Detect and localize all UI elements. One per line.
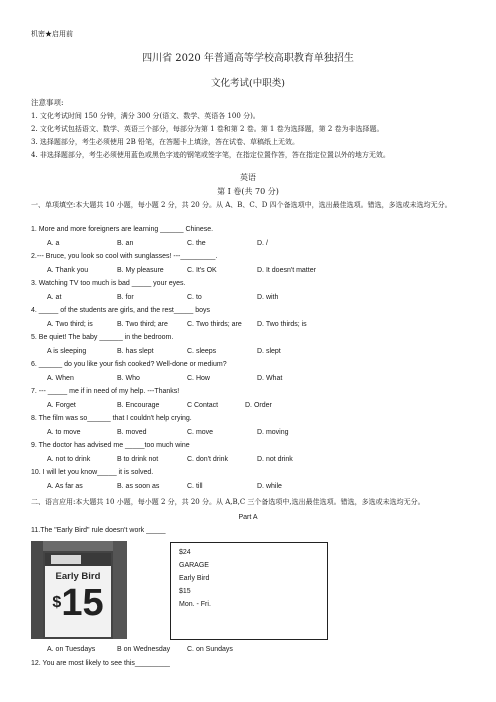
box-line-days: Mon. - Fri. — [179, 601, 211, 608]
question-4-stem: 4. _____ of the students are girls, and the rest_____ boys — [31, 307, 211, 314]
question-1-option-d[interactable]: D. / — [257, 240, 268, 247]
question-1-option-c[interactable]: C. the — [187, 240, 206, 247]
box-line-price-1: $24 — [179, 549, 191, 556]
question-3-option-a[interactable]: A. at — [47, 294, 62, 301]
box-line-early-bird: Early Bird — [179, 575, 210, 582]
notice-item-1: 1. 文化考试时间 150 分钟，满分 300 分(语文、数学、英语各 100 分)。 — [31, 112, 260, 120]
question-4-option-d[interactable]: D. Two thirds; is — [257, 321, 307, 328]
question-7-option-c[interactable]: C Contact — [187, 402, 219, 409]
question-1-option-b[interactable]: B. an — [117, 240, 134, 247]
section1-intro: 一、单项填空:本大题共 10 小题，每小题 2 分，共 20 分。从 A、B、C、D 四个备选项中，选出最佳选项。错选，多选或未选均无分。 — [31, 201, 452, 209]
garage-info-box — [170, 542, 328, 640]
question-5-option-c[interactable]: C. sleeps — [187, 348, 217, 355]
question-2-option-a[interactable]: A. Thank you — [47, 267, 89, 274]
notice-heading: 注意事项: — [31, 98, 64, 107]
question-10-option-a[interactable]: A. As far as — [47, 483, 83, 490]
garage-logo — [51, 555, 81, 564]
sign-title: Early Bird — [55, 571, 101, 582]
question-11-stem: 11.The "Early Bird" rule doesn't work _____ — [31, 527, 166, 534]
question-4-option-c[interactable]: C. Two thirds; are — [187, 321, 242, 328]
question-10-stem: 10. I will let you know_____ it is solved. — [31, 469, 154, 476]
question-11-option-c[interactable]: C. on Sundays — [187, 646, 233, 653]
question-3-option-c[interactable]: C. to — [187, 294, 202, 301]
question-7-option-a[interactable]: A. Forget — [47, 402, 76, 409]
question-2-option-d[interactable]: D. It doesn't matter — [257, 267, 316, 274]
question-5-option-a[interactable]: A is sleeping — [47, 348, 87, 355]
question-6-option-c[interactable]: C. How — [187, 375, 210, 382]
question-10-option-d[interactable]: D. while — [257, 483, 282, 490]
question-9-option-b[interactable]: B to drink not — [117, 456, 159, 463]
early-bird-sign-photo — [31, 541, 127, 639]
notice-item-4: 4. 非选择题部分，考生必须使用蓝色或黑色字迹的钢笔或签字笔，在指定位置作答，答在指定位置以外的地方无效。 — [31, 151, 390, 159]
confidential-mark: 机密★启用前 — [31, 30, 73, 38]
question-1-option-a[interactable]: A. a — [47, 240, 60, 247]
sign-price — [45, 583, 111, 623]
question-11-option-b[interactable]: B on Wednesday — [117, 646, 171, 653]
question-7-stem: 7. --- _____ me if in need of my help. ---Thanks! — [31, 388, 180, 395]
question-6-option-d[interactable]: D. What — [257, 375, 283, 382]
exam-title: 四川省 2020 年普通高等学校高职教育单独招生 — [142, 53, 354, 64]
section2-intro: 二、语言应用:本大题共 10 小题，每小题 2 分，共 20 分。从 A,B,C 三个备选项中,选出最佳选项。错选，多选或未选均无分。 — [31, 498, 425, 506]
question-9-option-c[interactable]: C. don't drink — [187, 456, 229, 463]
sign-price-value: 15 — [61, 582, 104, 624]
parking-sign — [43, 551, 113, 639]
question-5-stem: 5. Be quiet! The baby ______ in the bedroom. — [31, 334, 174, 341]
question-8-option-d[interactable]: D. moving — [257, 429, 289, 436]
question-4-option-b[interactable]: B. Two third; are — [117, 321, 168, 328]
question-2-option-b[interactable]: B. My pleasure — [117, 267, 164, 274]
question-9-stem: 9. The doctor has advised me _____too much wine — [31, 442, 190, 449]
question-10-option-b[interactable]: B. as soon as — [117, 483, 160, 490]
sign-dollar-symbol: $ — [52, 594, 62, 611]
question-7-option-b[interactable]: B. Encourage — [117, 402, 160, 409]
part-a-heading: Part A — [238, 514, 258, 521]
question-3-option-d[interactable]: D. with — [257, 294, 279, 301]
question-11-option-a[interactable]: A. on Tuesdays — [47, 646, 96, 653]
question-3-stem: 3. Watching TV too much is bad _____ your eyes. — [31, 280, 186, 287]
question-6-stem: 6. ______ do you like your fish cooked? Well-done or medium? — [31, 361, 227, 368]
volume-heading: 第 I 卷(共 70 分) — [217, 187, 279, 196]
question-4-option-a[interactable]: A. Two third; is — [47, 321, 93, 328]
notice-item-3: 3. 选择题部分，考生必须使用 2B 铅笔，在答题卡上填涂，答在试卷、草稿纸上无效。 — [31, 138, 299, 146]
question-5-option-b[interactable]: B. has slept — [117, 348, 154, 355]
question-9-option-a[interactable]: A. not to drink — [47, 456, 91, 463]
question-12-stem: 12. You are most likely to see this_________ — [31, 660, 170, 667]
question-6-option-a[interactable]: A. When — [47, 375, 74, 382]
english-heading: 英语 — [240, 173, 256, 182]
question-5-option-d[interactable]: D. slept — [257, 348, 281, 355]
question-1-stem: 1. More and more foreigners are learning ______ Chinese. — [31, 226, 214, 233]
exam-subtitle: 文化考试(中职类) — [211, 78, 285, 89]
question-3-option-b[interactable]: B. for — [117, 294, 134, 301]
box-line-garage: GARAGE — [179, 562, 209, 569]
question-8-option-a[interactable]: A. to move — [47, 429, 81, 436]
question-2-stem: 2.--- Bruce, you look so cool with sunglasses! ---_________. — [31, 253, 218, 260]
question-8-stem: 8. The film was so______ that I couldn't help crying. — [31, 415, 192, 422]
question-8-option-c[interactable]: C. move — [187, 429, 214, 436]
question-10-option-c[interactable]: C. till — [187, 483, 203, 490]
question-9-option-d[interactable]: D. not drink — [257, 456, 293, 463]
notice-item-2: 2. 文化考试包括语文、数学、英语三个部分，每部分为第 1 卷和第 2 卷。第 1 卷为选择题，第 2 卷为非选择题。 — [31, 125, 384, 133]
question-8-option-b[interactable]: B. moved — [117, 429, 147, 436]
question-6-option-b[interactable]: B. Who — [117, 375, 140, 382]
question-2-option-c[interactable]: C. It's OK — [187, 267, 217, 274]
box-line-price-2: $15 — [179, 588, 191, 595]
question-7-option-d[interactable]: D. Order — [245, 402, 272, 409]
